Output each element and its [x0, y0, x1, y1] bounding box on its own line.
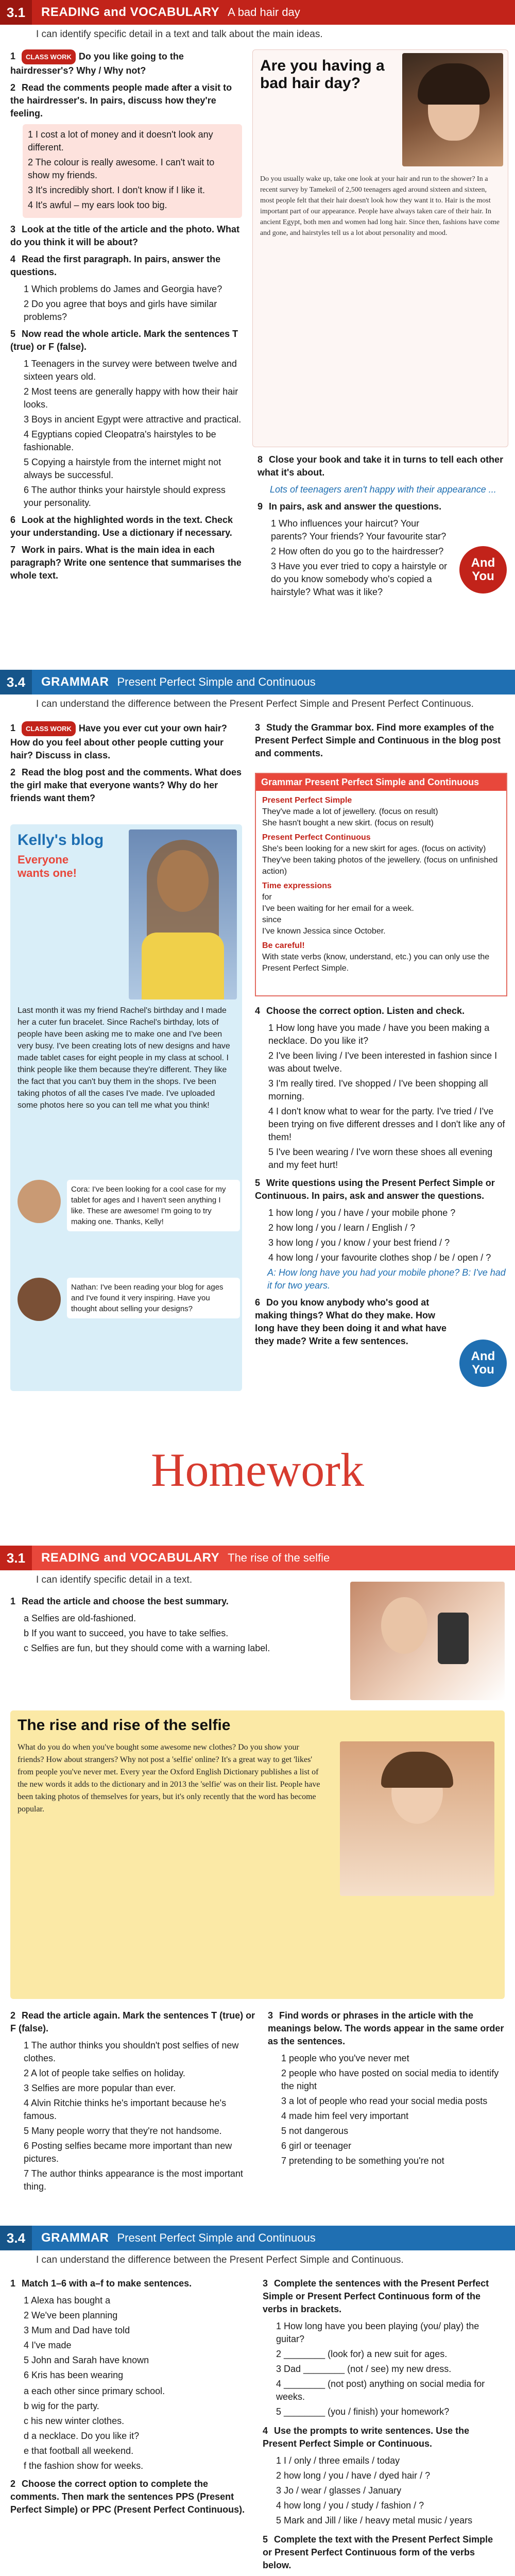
blog-title: Kelly's blog: [18, 832, 104, 849]
exercise-1-block: 1 Read the article and choose the best summary. a Selfies are old-fashioned. b If you want to succeed, you have to take selfies. c Selfies are fun, but they should come with a warning label.: [10, 1595, 330, 1657]
exercise-5: Complete the text with the Present Perfect Simple or Present Perfect Continuous form of the verbs below.: [263, 2534, 493, 2570]
section-subtitle: Present Perfect Simple and Continuous: [117, 675, 316, 688]
exercise-5: Write questions using the Present Perfect Simple or Continuous. In pairs, ask and answer the questions.: [255, 1178, 495, 1201]
prompt-item: 4 how long / your favourite clothes shop / be / open / ?: [268, 1252, 491, 1263]
gapfill-item[interactable]: 1 How long have you been playing (you/ play) the guitar?: [276, 2321, 479, 2344]
exercises-right: 3 Study the Grammar box. Find more examples of the Present Perfect Simple and Continuous in the blog post and comments.: [255, 722, 501, 758]
tf-item: 3 Boys in ancient Egypt were attractive and practical.: [24, 414, 242, 425]
summary-option[interactable]: b If you want to succeed, you have to take selfies.: [24, 1628, 229, 1638]
exercise-4: Use the prompts to write sentences. Use the Present Perfect Simple or Continuous.: [263, 2426, 470, 2449]
grammar-line: Present Perfect Simple: [262, 796, 352, 805]
lesson-goal: I can understand the difference between the Present Perfect Simple and Present Perfect Continuous.: [36, 699, 474, 709]
prompt-item: 1 how long / you / have / your mobile phone ?: [268, 1208, 456, 1218]
section-header: [0, 2226, 515, 2250]
tf-item: 4 Egyptians copied Cleopatra's hairstyles to be fashionable.: [24, 429, 216, 452]
nathan-avatar: [18, 1278, 61, 1321]
section-subtitle: Present Perfect Simple and Continuous: [117, 2231, 316, 2244]
match-item[interactable]: 1 Alexa has bought a: [24, 2295, 111, 2306]
vocab-item[interactable]: 1 people who you've never met: [281, 2053, 409, 2063]
exercise-2: Read the comments people made after a visit to the hairdresser's. In pairs, discuss how they're feeling.: [10, 82, 232, 118]
gapfill-item[interactable]: 3 Dad ________ (not / see) my new dress.: [276, 2364, 452, 2374]
grammar-line: They've made a lot of jewellery. (focus on result): [262, 807, 438, 816]
match-item[interactable]: 6 Kris has been wearing: [24, 2370, 124, 2380]
grammar-line: Present Perfect Continuous: [262, 833, 371, 842]
comments-box: [23, 124, 242, 218]
tf-item: 2 Most teens are generally happy with how their hair looks.: [24, 386, 238, 410]
grammar-line: Be careful!: [262, 941, 305, 950]
section-subtitle: The rise of the selfie: [228, 1551, 330, 1564]
selfie-girl-photo: [340, 1741, 494, 1896]
section-title: GRAMMAR: [41, 675, 109, 689]
exercises-right: 3 Complete the sentences with the Present Perfect Simple or Present Perfect Continuous form of the verbs in brackets. 1 How long have you been playing (you/ play) the guitar? 2 ________ (look for) a new suit for ages. 3 Dad ________ (not / see) my new dress. 4 ________ (not post) anything on social media for weeks. 5 ________ (you / finish) your homework? 4 Use the prompts to write sentences. Use the Present Perfect Simple or Continuous. 1 I / only / three emails / today 2 how long / you / have / dyed hair / ? 3 Jo / wear / glasses / January 4 how long / you / study / fashion / ? 5 Mark and Jill / like / heavy metal music / years 5 Complete the text with the Present Perfect Simple or Present Perfect Continuous form of the verbs below.: [263, 2277, 505, 2576]
tf-item[interactable]: 7 The author thinks appearance is the most important thing.: [24, 2168, 243, 2192]
class-work-badge: CLASS WORK: [22, 49, 76, 64]
tf-item: 6 The author thinks your hairstyle should express your personality.: [24, 485, 226, 508]
blog-subtitle: Everyone wants one!: [18, 853, 77, 879]
tf-item[interactable]: 6 Posting selfies became more important than new pictures.: [24, 2141, 232, 2164]
prompt-item[interactable]: 5 Mark and Jill / like / heavy metal music / years: [276, 2515, 473, 2526]
article-body: What do you do when you've bought some awesome new clothes? Do you show your friends? How about strangers? Why not post a 'selfie' online? It's a great way to get 'likes' from people you've never met. Every year the Oxford English Dictionary publishes a list of the new words it adds to the dictionary and in 2013 the 'selfie' was on their list. People have been taking photos of themselves for years, but it's only recently that the word has become popular.: [18, 1743, 320, 1814]
lesson-goal: I can understand the difference between the Present Perfect Simple and Continuous.: [36, 2255, 404, 2265]
match-option: d a necklace. Do you like it?: [24, 2431, 140, 2441]
match-option: c his new winter clothes.: [24, 2416, 125, 2426]
exercises-left: 1 CLASS WORK Have you ever cut your own hair? How do you feel about other people cutting your hair? Discuss in class. 2 Read the blog post and the comments. What does the girl make that everyone wants? Why do her friends want them?: [10, 721, 242, 809]
lesson-number: 3.1: [0, 1546, 32, 1570]
exercise-6: Do you know anybody who's good at making things? What do they make. How long have they been doing it and what have they made? Write a few sentences.: [255, 1297, 447, 1346]
exercise-4: Choose the correct option. Listen and check.: [266, 1006, 465, 1016]
vocab-item[interactable]: 4 made him feel very important: [281, 2111, 409, 2121]
comment-item: 3 It's incredibly short. I don't know if I like it.: [28, 185, 205, 195]
vocab-item[interactable]: 3 a lot of people who read your social media posts: [281, 2096, 488, 2106]
comment-item: 2 The colour is really awesome. I can't wait to show my friends.: [28, 157, 215, 180]
tf-item: 5 Copying a hairstyle from the internet might not always be successful.: [24, 457, 221, 480]
exercise-2-block: 2 Read the article again. Mark the sentences T (true) or F (false). 1 The author thinks you shouldn't post selfies of new clothes. 2 A lot of people take selfies on holiday. 3 Selfies are more popular than ever. 4 Alvin Ritchie thinks he's important because he's famous. 5 Many people worry that they're not handsome. 6 Posting selfies became more important than new pictures. 7 The author thinks appearance is the most important thing.: [10, 2009, 258, 2195]
exercises-left: 1 CLASS WORK Do you like going to the hairdresser's? Why / Why not? 2 Read the comments people made after a visit to the hairdresser's. In pairs, discuss how they're feeling. 1 I cost a lot of money and it doesn't look any different. 2 The colour is really awesome. I can't wait to show my friends. 3 It's incredibly short. I don't know if I like it. 4 It's awful – my ears look too big. 3 Look at the title of the article and the photo. What do you think it will be about? 4 Read the first paragraph. In pairs, answer the questions. 1 Which problems do James and Georgia have? 2 Do you agree that boys and girls have similar problems? 5 Now read the whole article. Mark the sentences T (true) or F (false). 1 Teenagers in the survey were between twelve and sixteen years old. 2 Most teens are generally happy with how their hair looks. 3 Boys in ancient Egypt were attractive and practical. 4 Egyptians copied Cleopatra's hairstyles to be fashionable. 5 Copying a hairstyle from the internet might not always be successful. 6 The author thinks your hairstyle should express your personality. 6 Look at the highlighted words in the text. Check your understanding. Use a dictionary if necessary. 7 Work in pairs. What is the main idea in each paragraph? Write one sentence that summarises the whole text.: [10, 49, 242, 586]
grammar-line: I've been waiting for her email for a week.: [262, 904, 414, 913]
exercise-2: Choose the correct option to complete the comments. Then mark the sentences PPS (Present Perfect Simple) or PPC (Present Perfect Continuous).: [10, 2479, 245, 2515]
lesson-goal: I can identify specific detail in a text and talk about the main ideas.: [36, 29, 323, 40]
choice-item[interactable]: 1 How long have you made / have you been making a necklace. Do you like it?: [268, 1023, 490, 1046]
prompt-item: 2 how long / you / learn / English / ?: [268, 1223, 416, 1233]
and-you-badge: And You: [459, 546, 507, 594]
vocab-item[interactable]: 6 girl or teenager: [281, 2141, 352, 2151]
tf-item[interactable]: 4 Alvin Ritchie thinks he's important because he's famous.: [24, 2098, 227, 2121]
question-item: 1 Which problems do James and Georgia have?: [24, 284, 222, 294]
choice-item[interactable]: 3 I'm really tired. I've shopped / I've been shopping all morning.: [268, 1078, 488, 1101]
question-item: 1 Who influences your haircut? Your parents? Your friends? Your favourite star?: [271, 518, 447, 541]
match-option: e that football all weekend.: [24, 2446, 134, 2456]
exercises-right-lower: 4 Choose the correct option. Listen and check. 1 How long have you made / have you been making a necklace. Do you like it? 2 I've been living / I've been interested in fashion since I was about twelve. 3 I'm really tired. I've shopped / I've been shopping all morning. 4 I don't know what to wear for the party. I've tried / I've been trying on five different dresses and I don't like any of them! 5 I've been wearing / I've worn these shoes all evening and my feet hurt! 5 Write questions using the Present Perfect Simple or Continuous. In pairs, ask and answer the questions. 1 how long / you / have / your mobile phone ? 2 how long / you / learn / English / ? 3 how long / you / know / your best friend / ? 4 how long / your favourite clothes shop / be / open / ? A: How long have you had your mobile phone? B: I've had it for two years. 6 Do you know anybody who's good at making things? What do they make. How long have they been doing it and what have they made? Write a few sentences.: [255, 1005, 507, 1352]
exercise-2: Read the article again. Mark the sentences T (true) or F (false).: [10, 2010, 255, 2033]
lesson-goal: I can identify specific detail in a text.: [36, 1574, 193, 1585]
tf-item[interactable]: 1 The author thinks you shouldn't post selfies of new clothes.: [24, 2040, 239, 2063]
grammar-line: since: [262, 916, 282, 924]
match-item[interactable]: 5 John and Sarah have known: [24, 2355, 149, 2365]
section-header: [0, 1546, 515, 1570]
exercise-4: Read the first paragraph. In pairs, answer the questions.: [10, 254, 221, 277]
grammar-line: I've known Jessica since October.: [262, 927, 386, 936]
exercises-right: 8 Close your book and take it in turns to tell each other what it's about. Lots of teenagers aren't happy with their appearance ... 9 In pairs, ask and answer the questions. 1 Who influences your haircut? Your parents? Your friends? Your favourite star? 2 How often do you go to the hairdresser? 3 Have you ever tried to copy a hairstyle or do you know somebody who's copied a hairstyle? What was it like?: [258, 453, 505, 601]
match-item[interactable]: 4 I've made: [24, 2340, 72, 2350]
gapfill-item[interactable]: 2 ________ (look for) a new suit for ages.: [276, 2349, 448, 2359]
article-title: Are you having a bad hair day?: [260, 57, 385, 92]
exercise-7: Work in pairs. What is the main idea in each paragraph? Write one sentence that summarises the whole text.: [10, 545, 242, 581]
gapfill-item[interactable]: 4 ________ (not post) anything on social media for weeks.: [276, 2379, 485, 2402]
comment-item: 4 It's awful – my ears look too big.: [28, 200, 167, 210]
section-grammar: [0, 670, 515, 1422]
vocab-item[interactable]: 7 pretending to be something you're not: [281, 2156, 444, 2166]
gapfill-item[interactable]: 5 ________ (you / finish) your homework?: [276, 2406, 450, 2417]
tf-item[interactable]: 2 A lot of people take selfies on holiday.: [24, 2068, 185, 2078]
comment-nathan: Nathan: I've been reading your blog for ages and I've found it very inspiring. Have you thought about selling your designs?: [67, 1278, 240, 1318]
article-title: The rise and rise of the selfie: [18, 1717, 231, 1734]
blog-box: [10, 824, 242, 1391]
article-box: [10, 1710, 505, 1999]
choice-item[interactable]: 5 I've been wearing / I've worn these shoes all evening and my feet hurt!: [268, 1147, 493, 1170]
example-dialogue: A: How long have you had your mobile phone? B: I've had it for two years.: [267, 1267, 506, 1291]
class-work-badge: CLASS WORK: [22, 721, 76, 736]
section-title: GRAMMAR: [41, 2231, 109, 2245]
exercise-5: Now read the whole article. Mark the sentences T (true) or F (false).: [10, 329, 238, 352]
section-title: READING and VOCABULARY: [41, 1551, 220, 1565]
lesson-number: 3.4: [0, 670, 32, 694]
section-subtitle: A bad hair day: [228, 6, 300, 19]
blog-body: Last month it was my friend Rachel's birthday and I made her a cuter fun bracelet. Since Rachel's birthday, lots of people have been asking me to make one and I've been very busy. I've been creating lots of new designs and have made tablet cases for eight people in my class at school. I think people like them because they're different. They like the fact that you can't buy them in the shops. I've been taking photos of all the cases I've made. I've uploaded some photos here so you can tell me what you think!: [18, 1006, 230, 1110]
prompt-item[interactable]: 1 I / only / three emails / today: [276, 2455, 400, 2466]
article-body: Do you usually wake up, take one look at your hair and run to the shower? In a recent survey by Tamekeil of 2,500 teenagers aged around sixteen and sixteen, most people felt that their hair doesn't look how they want it to. Hair is the most important part of our appearance. People have always taken care of their hair. In ancient Egypt, both men and women had long hair. Since then, fashions have come and gone, and hairstyles tell us a lot about personality and mood.: [260, 175, 500, 237]
section-header: [0, 0, 515, 25]
exercise-9: In pairs, ask and answer the questions.: [269, 501, 442, 512]
exercise-3: Look at the title of the article and the photo. What do you think it will be about?: [10, 224, 239, 247]
prompt-item: 3 how long / you / know / your best friend / ?: [268, 1238, 450, 1248]
question-item: 2 Do you agree that boys and girls have similar problems?: [24, 299, 217, 322]
summary-option[interactable]: c Selfies are fun, but they should come with a warning label.: [24, 1643, 270, 1653]
tf-item: 1 Teenagers in the survey were between twelve and sixteen years old.: [24, 359, 237, 382]
match-option: a each other since primary school.: [24, 2386, 165, 2396]
exercise-2: Read the blog post and the comments. What does the girl make that everyone wants? Why do her friends want them?: [10, 767, 242, 803]
selfie-photo: [350, 1582, 505, 1700]
prompt-item[interactable]: 2 how long / you / have / dyed hair / ?: [276, 2470, 431, 2481]
lesson-number: 3.4: [0, 2226, 32, 2250]
homework-heading: Homework: [151, 1444, 364, 1496]
grammar-line: With state verbs (know, understand, etc.) you can only use the Present Perfect Simple.: [262, 953, 490, 973]
section-title: READING and VOCABULARY: [41, 5, 220, 19]
comment-cora: Cora: I've been looking for a cool case for my tablet for ages and I haven't seen anything I like. These are awesome! I'm going to try making one. Thanks, Kelly!: [67, 1180, 240, 1231]
exercise-3: Study the Grammar box. Find more examples of the Present Perfect Simple and Continuous in the blog post and comments.: [255, 722, 501, 758]
blog-author-photo: [129, 829, 237, 999]
question-item: 3 Have you ever tried to copy a hairstyle or do you know somebody who's copied a hairstyle? What was it like?: [271, 561, 448, 597]
grammar-line: She hasn't bought a new skirt. (focus on result): [262, 819, 434, 827]
exercises-left: 1 Match 1–6 with a–f to make sentences. 1 Alexa has bought a 2 We've been planning 3 Mum and Dad have told 4 I've made 5 John and Sarah have known 6 Kris has been wearing a each other since primary school. b wig for the party. c his new winter clothes. d a necklace. Do you like it? e that football all weekend. f the fashion show for weeks. 2 Choose the correct option to complete the comments. Then mark the sentences PPS (Present Perfect Simple) or PPC (Present Perfect Continuous).: [10, 2277, 252, 2520]
section-hw-reading: [0, 1546, 515, 2215]
lesson-number: 3.1: [0, 0, 32, 25]
exercise-1: Read the article and choose the best summary.: [22, 1596, 229, 1606]
exercise-3: Find words or phrases in the article with the meanings below. The words appear in the same order as the sentences.: [268, 2010, 504, 2046]
cora-avatar: [18, 1180, 61, 1223]
match-item[interactable]: 3 Mum and Dad have told: [24, 2325, 130, 2335]
exercise-3: Complete the sentences with the Present Perfect Simple or Present Perfect Continuous form of the verbs in brackets.: [263, 2278, 489, 2314]
match-option: f the fashion show for weeks.: [24, 2461, 144, 2471]
tf-item[interactable]: 3 Selfies are more popular than ever.: [24, 2083, 176, 2093]
match-item[interactable]: 2 We've been planning: [24, 2310, 118, 2320]
grammar-box-title: Grammar Present Perfect Simple and Continuous: [256, 774, 506, 791]
section-header: [0, 670, 515, 694]
tf-item[interactable]: 5 Many people worry that they're not handsome.: [24, 2126, 222, 2136]
grammar-line: Time expressions: [262, 882, 332, 890]
choice-item[interactable]: 4 I don't know what to wear for the party. I've tried / I've been trying on five different dresses and I don't like any of them!: [268, 1106, 505, 1142]
question-item: 2 How often do you go to the hairdresser?: [271, 546, 444, 556]
girl-hair-photo: [402, 53, 503, 166]
summary-option[interactable]: a Selfies are old-fashioned.: [24, 1613, 136, 1623]
prompt-item[interactable]: 4 how long / you / study / fashion / ?: [276, 2500, 424, 2511]
vocab-item[interactable]: 5 not dangerous: [281, 2126, 349, 2136]
and-you-badge: And You: [459, 1340, 507, 1387]
exercise-3-block: 3 Find words or phrases in the article with the meanings below. The words appear in the same order as the sentences. 1 people who you've never met 2 people who have posted on social media to identify the night 3 a lot of people who read your social media posts 4 made him feel very important 5 not dangerous 6 girl or teenager 7 pretending to be something you're not: [268, 2009, 505, 2170]
vocab-item[interactable]: 2 people who have posted on social media to identify the night: [281, 2068, 499, 2091]
match-option: b wig for the party.: [24, 2401, 99, 2411]
grammar-line: for: [262, 893, 272, 902]
choice-item[interactable]: 2 I've been living / I've been interested in fashion since I was about twelve.: [268, 1050, 497, 1074]
grammar-box: [255, 773, 507, 996]
section-hw-grammar: [0, 2226, 515, 2576]
exercise-1: Do you like going to the hairdresser's? Why / Why not?: [10, 51, 184, 76]
exercise-1: Have you ever cut your own hair? How do you feel about other people cutting your hair? Discuss in class.: [10, 723, 227, 760]
section-reading: [0, 0, 515, 659]
example-sentence: Lots of teenagers aren't happy with their appearance ...: [270, 484, 496, 495]
exercise-1: Match 1–6 with a–f to make sentences.: [22, 2278, 192, 2289]
exercise-8: Close your book and take it in turns to tell each other what it's about.: [258, 454, 504, 478]
article-box: [252, 49, 508, 447]
exercise-6: Look at the highlighted words in the text. Check your understanding. Use a dictionary if necessary.: [10, 515, 233, 538]
grammar-line: She's been looking for a new skirt for ages. (focus on activity): [262, 844, 486, 853]
comment-item: 1 I cost a lot of money and it doesn't look any different.: [28, 129, 213, 152]
prompt-item[interactable]: 3 Jo / wear / glasses / January: [276, 2485, 402, 2496]
grammar-line: They've been taking photos of the jewellery. (focus on unfinished action): [262, 856, 498, 876]
